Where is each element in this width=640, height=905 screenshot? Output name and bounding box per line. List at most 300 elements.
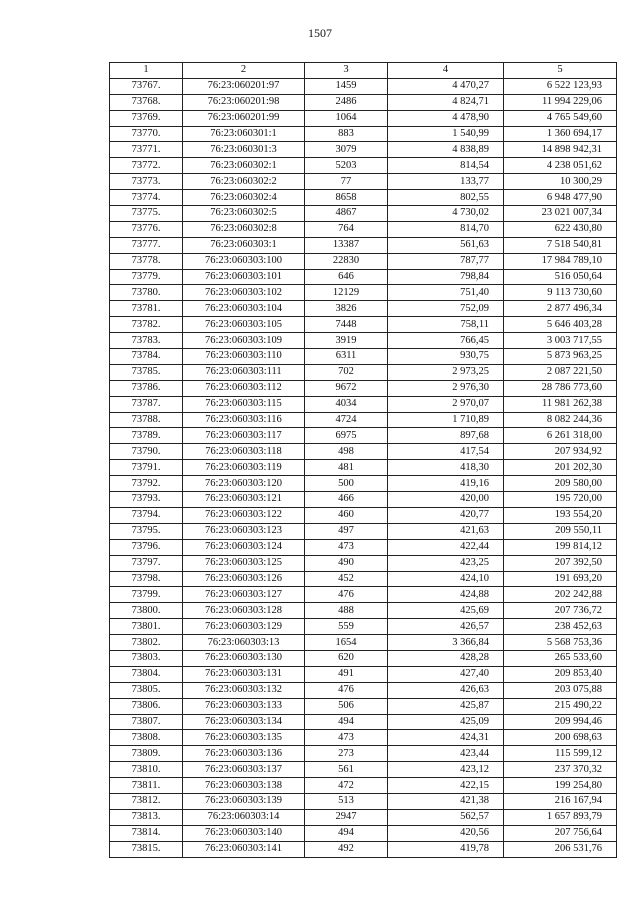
area-cell: 273	[305, 746, 388, 762]
table-row	[110, 476, 617, 492]
area-cell: 559	[305, 619, 388, 635]
cadastral-number-cell: 76:23:060303:121	[183, 492, 305, 508]
cadastral-number-cell: 76:23:060303:109	[183, 333, 305, 349]
cadastral-value-cell: 1 360 694,17	[504, 126, 617, 142]
area-cell: 490	[305, 555, 388, 571]
area-cell: 4724	[305, 412, 388, 428]
row-number-cell: 73779.	[110, 269, 183, 285]
cadastral-number-cell: 76:23:060303:123	[183, 523, 305, 539]
table-row	[110, 714, 617, 730]
cadastral-number-cell: 76:23:060303:138	[183, 778, 305, 794]
specific-value-cell: 1 710,89	[388, 412, 504, 428]
table-row	[110, 507, 617, 523]
area-cell: 473	[305, 730, 388, 746]
area-cell: 22830	[305, 253, 388, 269]
cadastral-number-cell: 76:23:060303:120	[183, 476, 305, 492]
specific-value-cell: 798,84	[388, 269, 504, 285]
cadastral-value-cell: 11 994 229,06	[504, 94, 617, 110]
row-number-cell: 73784.	[110, 349, 183, 365]
area-cell: 492	[305, 841, 388, 857]
cadastral-value-cell: 209 550,11	[504, 523, 617, 539]
table-row	[110, 349, 617, 365]
specific-value-cell: 421,38	[388, 793, 504, 809]
cadastral-value-cell: 6 522 123,93	[504, 78, 617, 94]
area-cell: 460	[305, 507, 388, 523]
cadastral-value-cell: 10 300,29	[504, 174, 617, 190]
row-number-cell: 73799.	[110, 587, 183, 603]
area-cell: 620	[305, 650, 388, 666]
row-number-cell: 73810.	[110, 762, 183, 778]
table-row	[110, 317, 617, 333]
table-row	[110, 825, 617, 841]
row-number-cell: 73809.	[110, 746, 183, 762]
area-cell: 77	[305, 174, 388, 190]
table-row	[110, 206, 617, 222]
table-row	[110, 126, 617, 142]
table-row	[110, 809, 617, 825]
cadastral-value-cell: 238 452,63	[504, 619, 617, 635]
area-cell: 506	[305, 698, 388, 714]
table-row	[110, 444, 617, 460]
table-row	[110, 158, 617, 174]
area-cell: 883	[305, 126, 388, 142]
row-number-cell: 73768.	[110, 94, 183, 110]
cadastral-value-cell: 201 202,30	[504, 460, 617, 476]
specific-value-cell: 423,12	[388, 762, 504, 778]
cadastral-number-cell: 76:23:060303:122	[183, 507, 305, 523]
row-number-cell: 73792.	[110, 476, 183, 492]
table-row	[110, 221, 617, 237]
table-row	[110, 650, 617, 666]
specific-value-cell: 425,69	[388, 603, 504, 619]
area-cell: 488	[305, 603, 388, 619]
cadastral-number-cell: 76:23:060301:3	[183, 142, 305, 158]
cadastral-value-cell: 199 254,80	[504, 778, 617, 794]
cadastral-number-cell: 76:23:060303:1	[183, 237, 305, 253]
row-number-cell: 73813.	[110, 809, 183, 825]
cadastral-number-cell: 76:23:060303:135	[183, 730, 305, 746]
table-body	[110, 78, 617, 857]
cadastral-number-cell: 76:23:060303:137	[183, 762, 305, 778]
area-cell: 702	[305, 364, 388, 380]
specific-value-cell: 420,77	[388, 507, 504, 523]
table-row	[110, 237, 617, 253]
specific-value-cell: 426,57	[388, 619, 504, 635]
row-number-cell: 73786.	[110, 380, 183, 396]
table-row	[110, 333, 617, 349]
specific-value-cell: 4 838,89	[388, 142, 504, 158]
specific-value-cell: 1 540,99	[388, 126, 504, 142]
specific-value-cell: 424,10	[388, 571, 504, 587]
row-number-cell: 73778.	[110, 253, 183, 269]
cadastral-value-cell: 203 075,88	[504, 682, 617, 698]
area-cell: 494	[305, 714, 388, 730]
column-header: 2	[183, 63, 305, 79]
specific-value-cell: 425,09	[388, 714, 504, 730]
cadastral-value-cell: 4 238 051,62	[504, 158, 617, 174]
cadastral-number-cell: 76:23:060303:136	[183, 746, 305, 762]
cadastral-number-cell: 76:23:060303:117	[183, 428, 305, 444]
area-cell: 3919	[305, 333, 388, 349]
cadastral-value-cell: 6 261 318,00	[504, 428, 617, 444]
area-cell: 2947	[305, 809, 388, 825]
area-cell: 646	[305, 269, 388, 285]
specific-value-cell: 4 470,27	[388, 78, 504, 94]
table-row	[110, 460, 617, 476]
cadastral-number-cell: 76:23:060303:134	[183, 714, 305, 730]
row-number-cell: 73795.	[110, 523, 183, 539]
specific-value-cell: 751,40	[388, 285, 504, 301]
table-row	[110, 142, 617, 158]
page-number: 1507	[308, 26, 332, 40]
table-row	[110, 730, 617, 746]
row-number-cell: 73785.	[110, 364, 183, 380]
specific-value-cell: 814,70	[388, 221, 504, 237]
specific-value-cell: 417,54	[388, 444, 504, 460]
cadastral-number-cell: 76:23:060303:101	[183, 269, 305, 285]
area-cell: 498	[305, 444, 388, 460]
cadastral-value-cell: 209 853,40	[504, 666, 617, 682]
area-cell: 6975	[305, 428, 388, 444]
cadastral-value-cell: 209 580,00	[504, 476, 617, 492]
area-cell: 8658	[305, 190, 388, 206]
area-cell: 561	[305, 762, 388, 778]
area-cell: 494	[305, 825, 388, 841]
row-number-cell: 73769.	[110, 110, 183, 126]
cadastral-value-cell: 516 050,64	[504, 269, 617, 285]
cadastral-number-cell: 76:23:060302:1	[183, 158, 305, 174]
cadastral-number-cell: 76:23:060303:118	[183, 444, 305, 460]
row-number-cell: 73770.	[110, 126, 183, 142]
table-row	[110, 571, 617, 587]
row-number-cell: 73772.	[110, 158, 183, 174]
cadastral-value-cell: 200 698,63	[504, 730, 617, 746]
table-header-row	[110, 63, 617, 79]
area-cell: 2486	[305, 94, 388, 110]
specific-value-cell: 423,44	[388, 746, 504, 762]
area-cell: 513	[305, 793, 388, 809]
area-cell: 6311	[305, 349, 388, 365]
row-number-cell: 73804.	[110, 666, 183, 682]
row-number-cell: 73808.	[110, 730, 183, 746]
row-number-cell: 73800.	[110, 603, 183, 619]
cadastral-value-cell: 8 082 244,36	[504, 412, 617, 428]
cadastral-number-cell: 76:23:060303:128	[183, 603, 305, 619]
cadastral-value-cell: 28 786 773,60	[504, 380, 617, 396]
table-row	[110, 174, 617, 190]
row-number-cell: 73767.	[110, 78, 183, 94]
cadastral-value-cell: 6 948 477,90	[504, 190, 617, 206]
row-number-cell: 73807.	[110, 714, 183, 730]
specific-value-cell: 766,45	[388, 333, 504, 349]
cadastral-value-cell: 2 877 496,34	[504, 301, 617, 317]
cadastral-number-cell: 76:23:060303:102	[183, 285, 305, 301]
area-cell: 491	[305, 666, 388, 682]
area-cell: 12129	[305, 285, 388, 301]
row-number-cell: 73774.	[110, 190, 183, 206]
row-number-cell: 73776.	[110, 221, 183, 237]
table-row	[110, 555, 617, 571]
area-cell: 476	[305, 682, 388, 698]
row-number-cell: 73812.	[110, 793, 183, 809]
cadastral-number-cell: 76:23:060303:127	[183, 587, 305, 603]
cadastral-value-cell: 17 984 789,10	[504, 253, 617, 269]
area-cell: 4867	[305, 206, 388, 222]
specific-value-cell: 427,40	[388, 666, 504, 682]
cadastral-value-cell: 265 533,60	[504, 650, 617, 666]
cadastral-number-cell: 76:23:060303:132	[183, 682, 305, 698]
row-number-cell: 73794.	[110, 507, 183, 523]
area-cell: 500	[305, 476, 388, 492]
table-row	[110, 635, 617, 651]
cadastral-number-cell: 76:23:060303:129	[183, 619, 305, 635]
cadastral-value-cell: 209 994,46	[504, 714, 617, 730]
area-cell: 481	[305, 460, 388, 476]
cadastral-value-cell: 216 167,94	[504, 793, 617, 809]
specific-value-cell: 4 730,02	[388, 206, 504, 222]
specific-value-cell: 758,11	[388, 317, 504, 333]
table-row	[110, 396, 617, 412]
cadastral-number-cell: 76:23:060302:5	[183, 206, 305, 222]
cadastral-number-cell: 76:23:060303:124	[183, 539, 305, 555]
specific-value-cell: 418,30	[388, 460, 504, 476]
table-row	[110, 698, 617, 714]
specific-value-cell: 424,88	[388, 587, 504, 603]
cadastral-value-cell: 622 430,80	[504, 221, 617, 237]
area-cell: 466	[305, 492, 388, 508]
specific-value-cell: 428,28	[388, 650, 504, 666]
specific-value-cell: 802,55	[388, 190, 504, 206]
row-number-cell: 73793.	[110, 492, 183, 508]
row-number-cell: 73791.	[110, 460, 183, 476]
cadastral-number-cell: 76:23:060303:111	[183, 364, 305, 380]
area-cell: 1459	[305, 78, 388, 94]
cadastral-number-cell: 76:23:060303:133	[183, 698, 305, 714]
row-number-cell: 73801.	[110, 619, 183, 635]
cadastral-value-cell: 237 370,32	[504, 762, 617, 778]
cadastral-value-table	[109, 62, 617, 858]
cadastral-number-cell: 76:23:060303:141	[183, 841, 305, 857]
row-number-cell: 73797.	[110, 555, 183, 571]
cadastral-value-cell: 191 693,20	[504, 571, 617, 587]
cadastral-value-cell: 2 087 221,50	[504, 364, 617, 380]
cadastral-value-cell: 11 981 262,38	[504, 396, 617, 412]
table-row	[110, 619, 617, 635]
row-number-cell: 73789.	[110, 428, 183, 444]
table-row	[110, 793, 617, 809]
cadastral-number-cell: 76:23:060201:97	[183, 78, 305, 94]
cadastral-value-cell: 7 518 540,81	[504, 237, 617, 253]
column-header: 5	[504, 63, 617, 79]
row-number-cell: 73814.	[110, 825, 183, 841]
cadastral-number-cell: 76:23:060303:139	[183, 793, 305, 809]
area-cell: 472	[305, 778, 388, 794]
specific-value-cell: 2 973,25	[388, 364, 504, 380]
cadastral-number-cell: 76:23:060302:8	[183, 221, 305, 237]
cadastral-value-cell: 193 554,20	[504, 507, 617, 523]
specific-value-cell: 420,56	[388, 825, 504, 841]
table-row	[110, 110, 617, 126]
cadastral-number-cell: 76:23:060303:105	[183, 317, 305, 333]
column-header: 4	[388, 63, 504, 79]
cadastral-number-cell: 76:23:060303:131	[183, 666, 305, 682]
cadastral-number-cell: 76:23:060302:2	[183, 174, 305, 190]
cadastral-value-cell: 207 934,92	[504, 444, 617, 460]
row-number-cell: 73805.	[110, 682, 183, 698]
cadastral-number-cell: 76:23:060303:140	[183, 825, 305, 841]
cadastral-value-cell: 207 756,64	[504, 825, 617, 841]
row-number-cell: 73777.	[110, 237, 183, 253]
cadastral-value-cell: 199 814,12	[504, 539, 617, 555]
cadastral-value-cell: 14 898 942,31	[504, 142, 617, 158]
cadastral-number-cell: 76:23:060201:99	[183, 110, 305, 126]
row-number-cell: 73773.	[110, 174, 183, 190]
cadastral-number-cell: 76:23:060303:116	[183, 412, 305, 428]
area-cell: 4034	[305, 396, 388, 412]
specific-value-cell: 3 366,84	[388, 635, 504, 651]
cadastral-value-cell: 206 531,76	[504, 841, 617, 857]
specific-value-cell: 421,63	[388, 523, 504, 539]
cadastral-number-cell: 76:23:060303:130	[183, 650, 305, 666]
cadastral-value-cell: 23 021 007,34	[504, 206, 617, 222]
row-number-cell: 73803.	[110, 650, 183, 666]
specific-value-cell: 133,77	[388, 174, 504, 190]
specific-value-cell: 419,16	[388, 476, 504, 492]
cadastral-number-cell: 76:23:060303:100	[183, 253, 305, 269]
table-row	[110, 682, 617, 698]
specific-value-cell: 419,78	[388, 841, 504, 857]
cadastral-value-cell: 3 003 717,55	[504, 333, 617, 349]
specific-value-cell: 422,44	[388, 539, 504, 555]
table-row	[110, 380, 617, 396]
area-cell: 3826	[305, 301, 388, 317]
row-number-cell: 73796.	[110, 539, 183, 555]
row-number-cell: 73802.	[110, 635, 183, 651]
table-row	[110, 746, 617, 762]
specific-value-cell: 423,25	[388, 555, 504, 571]
cadastral-value-cell: 207 736,72	[504, 603, 617, 619]
cadastral-value-cell: 9 113 730,60	[504, 285, 617, 301]
area-cell: 476	[305, 587, 388, 603]
cadastral-value-cell: 5 646 403,28	[504, 317, 617, 333]
row-number-cell: 73782.	[110, 317, 183, 333]
cadastral-value-cell: 207 392,50	[504, 555, 617, 571]
table-row	[110, 253, 617, 269]
specific-value-cell: 814,54	[388, 158, 504, 174]
row-number-cell: 73788.	[110, 412, 183, 428]
cadastral-value-cell: 115 599,12	[504, 746, 617, 762]
specific-value-cell: 752,09	[388, 301, 504, 317]
specific-value-cell: 4 824,71	[388, 94, 504, 110]
area-cell: 473	[305, 539, 388, 555]
table-row	[110, 285, 617, 301]
specific-value-cell: 425,87	[388, 698, 504, 714]
cadastral-value-cell: 4 765 549,60	[504, 110, 617, 126]
column-header: 1	[110, 63, 183, 79]
table-row	[110, 301, 617, 317]
cadastral-value-cell: 5 873 963,25	[504, 349, 617, 365]
cadastral-number-cell: 76:23:060303:119	[183, 460, 305, 476]
cadastral-number-cell: 76:23:060201:98	[183, 94, 305, 110]
table-row	[110, 587, 617, 603]
specific-value-cell: 562,57	[388, 809, 504, 825]
cadastral-number-cell: 76:23:060303:104	[183, 301, 305, 317]
cadastral-number-cell: 76:23:060303:14	[183, 809, 305, 825]
specific-value-cell: 2 976,30	[388, 380, 504, 396]
area-cell: 3079	[305, 142, 388, 158]
cadastral-value-cell: 215 490,22	[504, 698, 617, 714]
area-cell: 764	[305, 221, 388, 237]
row-number-cell: 73771.	[110, 142, 183, 158]
table-row	[110, 94, 617, 110]
table-row	[110, 778, 617, 794]
specific-value-cell: 4 478,90	[388, 110, 504, 126]
specific-value-cell: 2 970,07	[388, 396, 504, 412]
table-row	[110, 190, 617, 206]
specific-value-cell: 930,75	[388, 349, 504, 365]
specific-value-cell: 422,15	[388, 778, 504, 794]
cadastral-value-cell: 5 568 753,36	[504, 635, 617, 651]
row-number-cell: 73781.	[110, 301, 183, 317]
specific-value-cell: 420,00	[388, 492, 504, 508]
table-row	[110, 492, 617, 508]
row-number-cell: 73815.	[110, 841, 183, 857]
table-row	[110, 412, 617, 428]
table-row	[110, 428, 617, 444]
table-row	[110, 762, 617, 778]
specific-value-cell: 787,77	[388, 253, 504, 269]
cadastral-value-cell: 202 242,88	[504, 587, 617, 603]
column-header: 3	[305, 63, 388, 79]
cadastral-number-cell: 76:23:060303:112	[183, 380, 305, 396]
row-number-cell: 73811.	[110, 778, 183, 794]
area-cell: 5203	[305, 158, 388, 174]
specific-value-cell: 426,63	[388, 682, 504, 698]
row-number-cell: 73790.	[110, 444, 183, 460]
area-cell: 7448	[305, 317, 388, 333]
area-cell: 1064	[305, 110, 388, 126]
row-number-cell: 73806.	[110, 698, 183, 714]
table-row	[110, 841, 617, 857]
row-number-cell: 73787.	[110, 396, 183, 412]
area-cell: 9672	[305, 380, 388, 396]
row-number-cell: 73780.	[110, 285, 183, 301]
cadastral-number-cell: 76:23:060303:126	[183, 571, 305, 587]
cadastral-number-cell: 76:23:060301:1	[183, 126, 305, 142]
area-cell: 497	[305, 523, 388, 539]
table-row	[110, 666, 617, 682]
cadastral-number-cell: 76:23:060303:115	[183, 396, 305, 412]
cadastral-number-cell: 76:23:060303:110	[183, 349, 305, 365]
cadastral-number-cell: 76:23:060302:4	[183, 190, 305, 206]
row-number-cell: 73783.	[110, 333, 183, 349]
table-row	[110, 78, 617, 94]
cadastral-number-cell: 76:23:060303:125	[183, 555, 305, 571]
specific-value-cell: 897,68	[388, 428, 504, 444]
table-row	[110, 364, 617, 380]
table-row	[110, 269, 617, 285]
cadastral-value-cell: 195 720,00	[504, 492, 617, 508]
area-cell: 13387	[305, 237, 388, 253]
cadastral-value-cell: 1 657 893,79	[504, 809, 617, 825]
area-cell: 452	[305, 571, 388, 587]
row-number-cell: 73775.	[110, 206, 183, 222]
area-cell: 1654	[305, 635, 388, 651]
table-row	[110, 603, 617, 619]
row-number-cell: 73798.	[110, 571, 183, 587]
cadastral-number-cell: 76:23:060303:13	[183, 635, 305, 651]
specific-value-cell: 424,31	[388, 730, 504, 746]
